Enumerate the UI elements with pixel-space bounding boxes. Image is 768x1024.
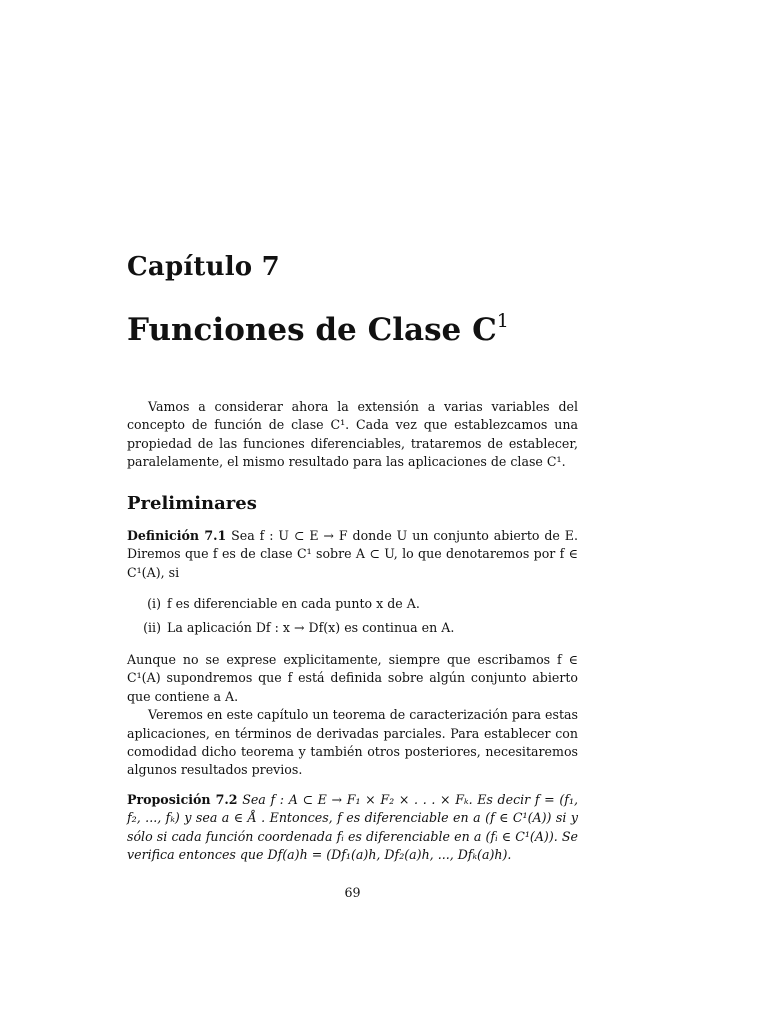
book-page (127, 0, 578, 1024)
definition-label: Definición 7.1 (127, 528, 227, 543)
list-item-number: (ii) (143, 620, 161, 635)
definition-7-1 (127, 527, 578, 582)
definition-conditions-list (127, 595, 578, 643)
remark-block (127, 651, 578, 780)
chapter-title (127, 312, 509, 348)
chapter-title-text: Funciones de Clase C (127, 312, 497, 348)
remark-paragraph-1: Aunque no se exprese explicitamente, siempre que escribamos f ∈ C¹(A) supondremos que f está definida sobre algún conjunto abierto que contiene a A. (127, 652, 578, 704)
list-item-text: La aplicación Df : x → Df(x) es continua en A. (167, 620, 455, 635)
remark-paragraph-2: Veremos en este capítulo un teorema de caracterización para estas aplicaciones, en términos de derivadas parciales. Para establecer con comodidad dicho teorema y también otros posteriores, necesitaremos algunos resultados previos. (127, 707, 578, 778)
list-item (127, 619, 578, 643)
section-title: Preliminares (127, 493, 257, 514)
intro-paragraph: Vamos a considerar ahora la extensión a varias variables del concepto de función de clase C¹. Cada vez que establezcamos una propiedad de las funciones diferenciables, trataremos de establecer, paralelamente, el mismo resultado para las aplicaciones de clase C¹. (127, 399, 578, 470)
list-item-number: (i) (147, 596, 161, 611)
list-item (127, 595, 578, 619)
chapter-title-superscript: 1 (496, 310, 509, 332)
proposition-7-2 (127, 791, 578, 865)
proposition-label: Proposición 7.2 (127, 792, 238, 807)
list-item-text: f es diferenciable en cada punto x de A. (167, 596, 420, 611)
chapter-label: Capítulo 7 (127, 252, 280, 282)
definition-text: Sea f : U ⊂ E → F donde U un conjunto abierto de E. Diremos que f es de clase C¹ sobre A ⊂ U, lo que denotaremos por f ∈ C¹(A), si (127, 528, 578, 580)
proposition-text: Sea f : A ⊂ E → F₁ × F₂ × . . . × Fₖ. Es decir f = (f₁, f₂, ..., fₖ) y sea a ∈ Å . Entonces, f es diferenciable en a (f ∈ C¹(A)) si y sólo si cada función coordenada fᵢ es diferenciable en a (fᵢ ∈ C¹(A)). Se verifica entonces que Df(a)h = (Df₁(a)h, Df₂(a)h, ..., Dfₖ(a)h). (127, 792, 578, 863)
page-number: 69 (344, 885, 361, 900)
